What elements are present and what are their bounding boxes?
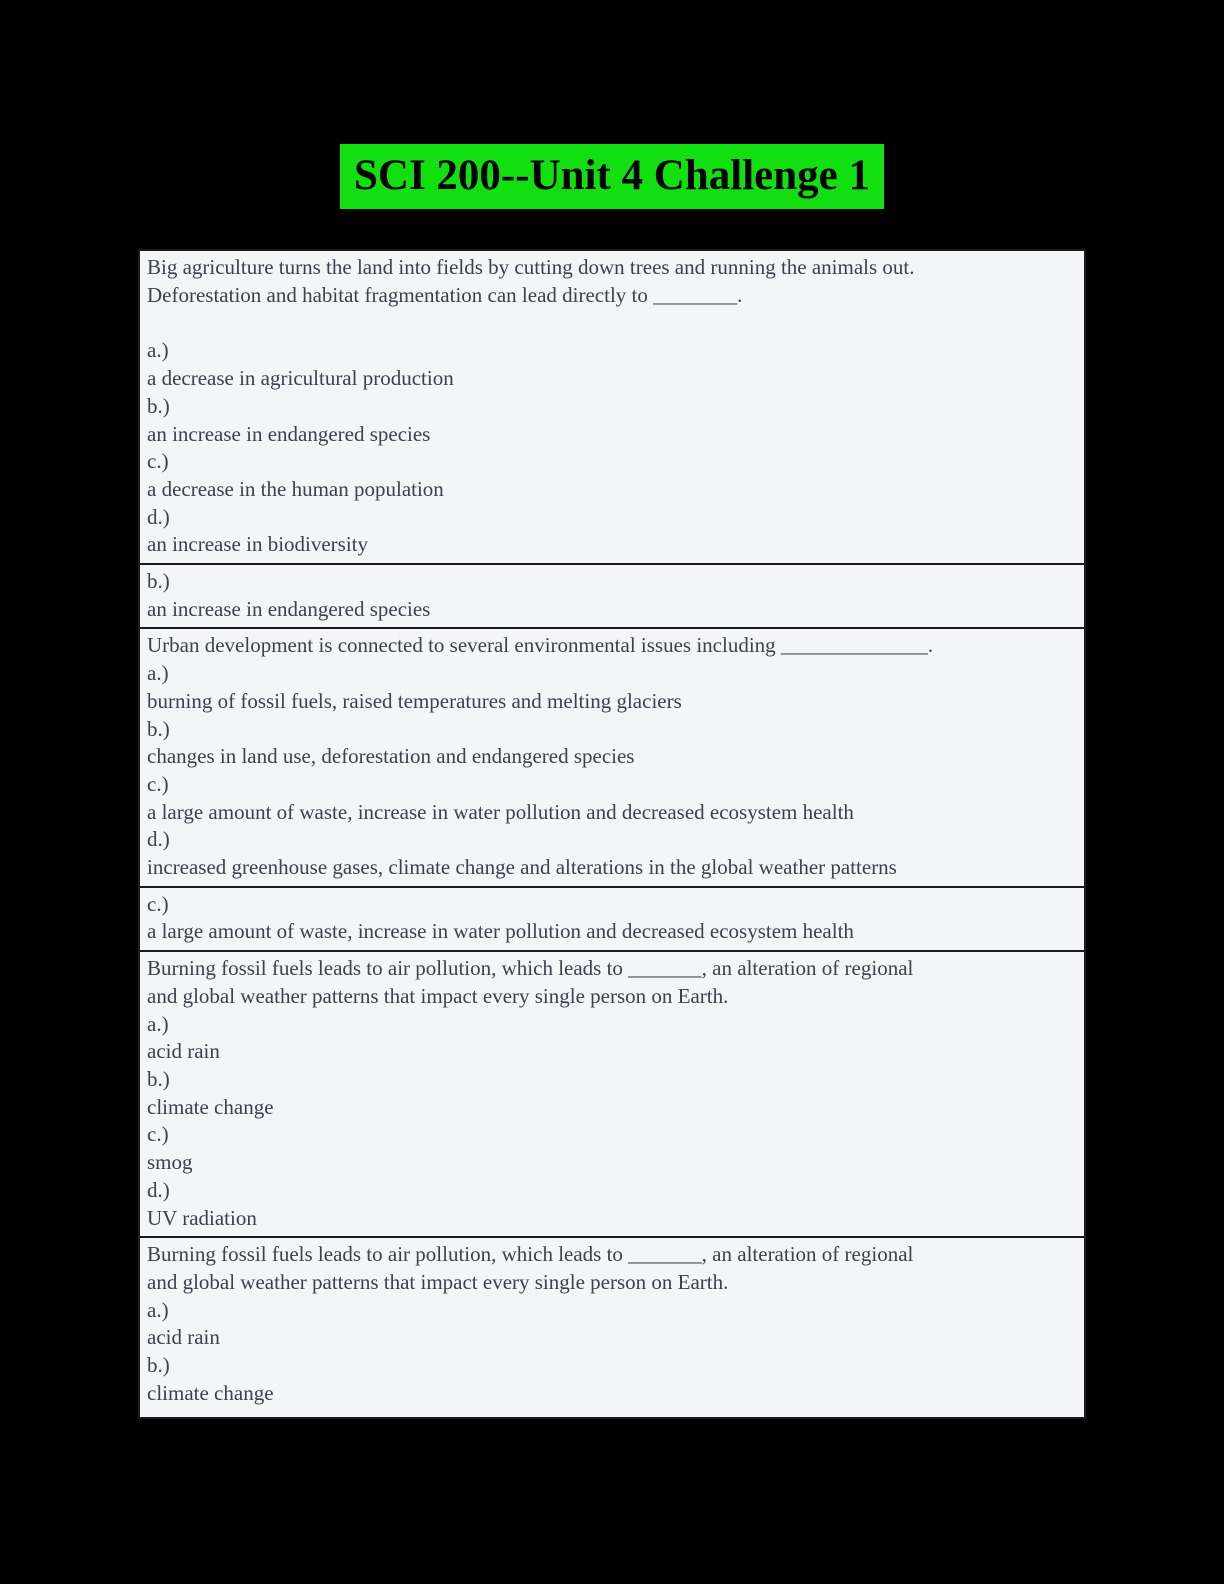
- text-line: burning of fossil fuels, raised temperatures and melting glaciers: [147, 688, 682, 713]
- page-title: SCI 200--Unit 4 Challenge 1: [340, 144, 884, 209]
- question-row: [140, 1238, 1084, 1417]
- text-line: d.): [147, 1177, 170, 1202]
- text-line: climate change: [147, 1094, 274, 1119]
- text-line: b.): [147, 569, 170, 594]
- text-line: b.): [147, 716, 170, 741]
- text-line: a decrease in agricultural production: [147, 366, 454, 391]
- text-line: a.): [147, 1011, 169, 1036]
- title-row: [0, 0, 1224, 209]
- question-row: [140, 952, 1084, 1238]
- text-line: Burning fossil fuels leads to air pollution, which leads to _______, an alteration of regional: [147, 956, 914, 981]
- text-line: a.): [147, 661, 169, 686]
- text-line: b.): [147, 393, 170, 418]
- question-table: [138, 249, 1086, 1419]
- text-line: acid rain: [147, 1039, 220, 1064]
- question-row: [140, 629, 1084, 887]
- text-line: c.): [147, 1122, 169, 1147]
- answer-row: [140, 565, 1084, 629]
- text-line: Urban development is connected to several environmental issues including ______________.: [147, 633, 934, 658]
- text-line: changes in land use, deforestation and endangered species: [147, 744, 635, 769]
- text-line: a.): [147, 1297, 169, 1322]
- text-line: Deforestation and habitat fragmentation can lead directly to ________.: [147, 283, 743, 308]
- text-line: an increase in biodiversity: [147, 532, 369, 557]
- text-line: an increase in endangered species: [147, 596, 431, 621]
- question-row: [140, 251, 1084, 565]
- text-line: acid rain: [147, 1325, 220, 1350]
- answer-row: [140, 888, 1084, 952]
- text-line: a decrease in the human population: [147, 476, 444, 501]
- text-line: UV radiation: [147, 1205, 257, 1230]
- text-line: a large amount of waste, increase in water pollution and decreased ecosystem health: [147, 919, 854, 944]
- text-line: b.): [147, 1067, 170, 1091]
- text-line: c.): [147, 449, 169, 474]
- text-line: climate change: [147, 1380, 274, 1405]
- text-line: an increase in endangered species: [147, 421, 431, 446]
- text-line: c.): [147, 891, 169, 916]
- text-line: a.): [147, 338, 169, 363]
- text-line: Big agriculture turns the land into fields by cutting down trees and running the animals out.: [147, 255, 915, 280]
- blank-line: [147, 310, 1078, 338]
- text-line: and global weather patterns that impact every single person on Earth.: [147, 983, 729, 1008]
- text-line: a large amount of waste, increase in water pollution and decreased ecosystem health: [147, 799, 854, 824]
- text-line: and global weather patterns that impact every single person on Earth.: [147, 1269, 729, 1294]
- text-line: d.): [147, 827, 170, 852]
- text-line: d.): [147, 504, 170, 529]
- text-line: smog: [147, 1150, 193, 1175]
- text-line: increased greenhouse gases, climate change and alterations in the global weather patterns: [147, 855, 897, 880]
- text-line: b.): [147, 1353, 170, 1378]
- text-line: Burning fossil fuels leads to air pollution, which leads to _______, an alteration of regional: [147, 1242, 914, 1267]
- text-line: c.): [147, 771, 169, 796]
